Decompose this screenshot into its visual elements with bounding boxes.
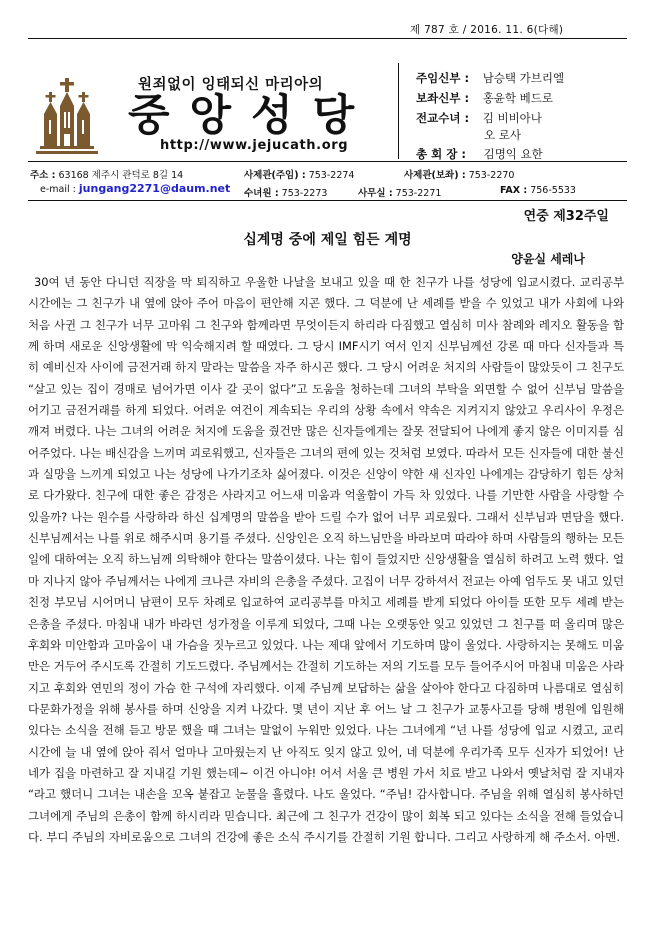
sacristy-main-phone: 사제관(주임) : 753-2274: [244, 170, 355, 181]
staff-row: [416, 70, 564, 86]
fax: FAX : 756-5533: [500, 185, 576, 196]
parish-title: 중앙성당: [128, 91, 375, 141]
header-vertical-divider: [398, 63, 399, 159]
parish-motto: 원죄없이 잉태되신 마리아의: [138, 77, 324, 93]
issue-number: 제 787 호 / 2016. 11. 6(다해): [410, 24, 564, 36]
email-link[interactable]: jungang2271@daum.net: [78, 182, 231, 195]
church-logo-icon: [36, 78, 98, 156]
office-phone: 사무실 : 753-2271: [358, 188, 442, 199]
liturgical-sunday: 연중 제32주일: [523, 209, 609, 224]
website-link[interactable]: http://www.jejucath.org: [160, 138, 349, 153]
contact-bottom-divider: [28, 200, 627, 201]
staff-role: 보좌신부 :: [416, 91, 470, 105]
staff-row: [484, 127, 521, 143]
staff-name: 김명익 요한: [483, 147, 543, 161]
article-title: 십계명 중에 제일 힘든 계명: [243, 232, 412, 248]
article-author: 양윤실 세레나: [511, 252, 585, 266]
sacristy-assistant-phone: 사제관(보좌) : 753-2270: [404, 170, 515, 181]
staff-row: [416, 146, 543, 162]
staff-role: 전교수녀 :: [416, 111, 470, 125]
staff-role: 총 회 장 :: [416, 147, 466, 161]
staff-name: 김 비비아나: [482, 111, 542, 125]
contact-top-divider: [28, 161, 627, 162]
staff-name: 오 로사: [484, 128, 521, 142]
top-divider: [28, 38, 627, 39]
staff-name: 남승택 가브리엘: [482, 71, 565, 85]
address: 주소 : 63168 제주시 관덕로 8길 14: [30, 170, 184, 181]
staff-name: 홍윤학 베드로: [482, 91, 554, 105]
email: e-mail : jungang2271@daum.net: [40, 182, 231, 195]
article-body: 30여 년 동안 다니던 직장을 막 퇴직하고 우울한 나날을 보내고 있을 때 한 친구가 나를 성당에 입교시켰다. 교리공부 시간에는 그 친구가 내 옆에 앉아 주어 마음이 편안해 지곤 했다. 그 덕분에 난 세례를 받을 수 있었고 내가 사회에 나와 처음 사귄 그 친구가 너무 고마워 그 친구와 함께라면 무엇이든지 하리라 다짐했고 열심히 미사 참례와 레지오 활동을 함께 하며 새로운 신앙생활에 막 익숙해지려 할 때였다. 그 당시 IMF시기 여서 인지 신부님께선 강론 때 마다 신자들과 특히 예비신자 사이에 금전거래 하지 말라는 말씀을 자주 하시곤 했다. 그 당시 어려운 처지의 사람들이 많았듯이 그 친구도 “살고 있는 집이 경매로 넘어가면 이사 갈 곳이 없다”고 도움을 청하는데 그녀의 부탁을 외면할 수 없어 신부님 말씀을 어기고 금전거래를 하게 되었다. 어려운 여건이 계속되는 우리의 상황 속에서 약속은 지켜지지 않았고 우리사이 우정은 깨져 버렸다. 나는 그녀의 어려운 처지에 도움을 줬건만 많은 신자들에게는 잘못 전달되어 나에게 좋지 않은 이미지를 심어주었다. 나는 배신감을 느끼며 괴로워했고, 신자들은 그녀의 편에 있는 것처럼 보였다. 따라서 모든 신자들에 대한 불신과 실망을 느끼게 되었고 나는 성당에 나가기조차 싫어졌다. 이것은 신앙이 약한 새 신자인 나에게는 감당하기 힘든 상처로 다가왔다. 친구에 대한 좋은 감정은 사라지고 어느새 미움과 억울함이 가득 차 있었다. 나를 기만한 사람을 사랑할 수 있을까? 나는 원수를 사랑하라 하신 십계명의 말씀을 받아 드릴 수가 없어 너무 괴로웠다. 그래서 신부님과 면담을 했다. 신부님께서는 나를 위로 해주시며 용기를 주셨다. 신앙인은 오직 하느님만을 바라보며 따라야 하며 사람들의 행하는 모든 일에 대하여는 오직 하느님께 의탁해야 한다는 말씀이셨다. 나는 힘이 들었지만 신앙생활을 열심히 하려고 노력 했다. 얼마 지나지 않아 주님께서는 나에게 크나큰 자비의 은총을 주셨다. 고집이 너무 강하셔서 전교는 아예 엄두도 못 내고 있던 친정 부모님 시어머니 남편이 모두 차례로 입교하여 교리공부를 마치고 세례를 받게 되었다 아이들 또한 모두 세례 받는 은총을 주셨다. 마침내 내가 바라던 성가정을 이루게 되었다, 그때 나는 오랫동안 잊고 있었던 그 친구를 떠 올리며 많은 후회와 미안함과 고마움이 내 가슴을 짓누르고 있었다. 나는 제대 앞에서 기도하며 많이 울었다. 사랑하지는 못해도 미움만은 거두어 주시도록 간절히 기도드렸다. 주님께서는 간절히 기도하는 저의 기도를 모두 들어주시어 마침내 미움은 사라지고 후회와 연민의 정이 가슴 한 구석에 자리했다. 이제 주님께 보답하는 삶을 살아야 한다고 다짐하며 나름대로 열심히 다문화가정을 위해 봉사를 하며 신앙을 지켜 나갔다. 몇 년이 지난 후 어느 날 그 친구가 교통사고를 당해 병원에 입원해 있다는 소식을 전해 듣고 방문 했을 때 그녀는 말없이 누워만 있었다. 나는 그녀에게 “넌 나를 성당에 입교 시켰고, 교리시간에 늘 내 옆에 앉아 줘서 얼마나 고마웠는지 난 아직도 잊지 않고 있어, 네 덕분에 우리가족 모두 신자가 되었어! 난 네가 집을 마련하고 잘 지내길 기원 했는데~ 이건 아니야! 어서 서울 큰 병원 가서 치료 받고 나와서 옛날처럼 잘 지내자 “라고 했더니 그녀는 내손을 꼬옥 붙잡고 눈물을 흘렸다. 나도 울었다. “주님! 감사합니다. 주님을 위해 열심히 봉사하던 그녀에게 주님의 은총이 함께 하시리라 믿습니다. 최근에 그 친구가 건강이 많이 회복 되고 있다는 소식을 전해 들었습니다. 부디 주님의 자비로움으로 그녀의 건강에 좋은 소식 주시기를 간절히 기원 합니다. 그리고 사랑하게 해 주소서. 아멘.: [28, 275, 624, 844]
staff-row: [416, 110, 542, 126]
staff-role: 주임신부 :: [416, 71, 470, 85]
convent-phone: 수녀원 : 753-2273: [244, 188, 328, 199]
staff-row: [416, 90, 553, 106]
